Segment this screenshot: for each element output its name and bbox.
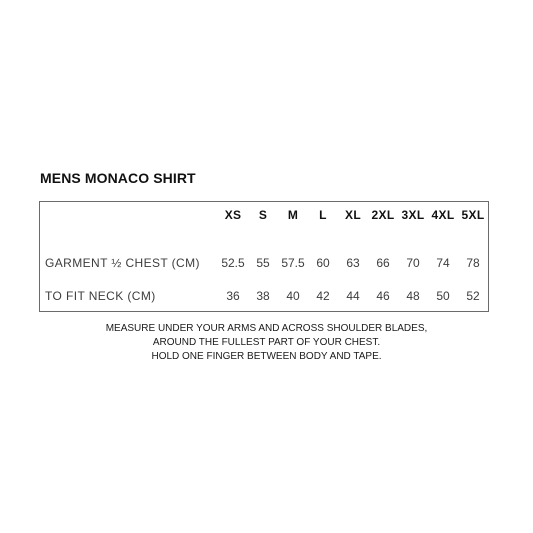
size-header-xs: XS [224, 208, 242, 222]
chest-value-m: 57.5 [281, 256, 305, 270]
neck-value-l: 42 [316, 289, 330, 303]
size-header-5xl: 5XL [461, 208, 485, 222]
measuring-instructions [0, 322, 533, 364]
chest-value-xl: 63 [346, 256, 360, 270]
chest-value-5xl: 78 [466, 256, 480, 270]
neck-value-4xl: 50 [436, 289, 450, 303]
size-header-s: S [258, 208, 268, 222]
chart-title: MENS MONACO SHIRT [40, 170, 196, 186]
neck-value-xs: 36 [226, 289, 240, 303]
chest-value-s: 55 [256, 256, 270, 270]
size-table [39, 201, 489, 312]
neck-value-5xl: 52 [466, 289, 480, 303]
instruction-line: MEASURE UNDER YOUR ARMS AND ACROSS SHOULDER BLADES, [105, 323, 428, 334]
size-header-m: M [287, 208, 299, 222]
neck-value-m: 40 [286, 289, 300, 303]
instruction-line: AROUND THE FULLEST PART OF YOUR CHEST. [152, 337, 381, 348]
chest-value-l: 60 [316, 256, 330, 270]
neck-value-s: 38 [256, 289, 270, 303]
chest-value-2xl: 66 [376, 256, 390, 270]
instruction-line: HOLD ONE FINGER BETWEEN BODY AND TAPE. [151, 351, 382, 362]
size-header-l: L [319, 208, 327, 222]
size-header-2xl: 2XL [371, 208, 395, 222]
chest-value-3xl: 70 [406, 256, 420, 270]
chest-value-xs: 52.5 [221, 256, 245, 270]
row-label-neck: TO FIT NECK (CM) [45, 289, 156, 303]
size-header-4xl: 4XL [431, 208, 455, 222]
chest-value-4xl: 74 [436, 256, 450, 270]
neck-value-3xl: 48 [406, 289, 420, 303]
neck-value-xl: 44 [346, 289, 360, 303]
size-header-xl: XL [345, 208, 361, 222]
size-header-3xl: 3XL [401, 208, 425, 222]
neck-value-2xl: 46 [376, 289, 390, 303]
row-label-chest: GARMENT ½ CHEST (CM) [45, 256, 200, 270]
